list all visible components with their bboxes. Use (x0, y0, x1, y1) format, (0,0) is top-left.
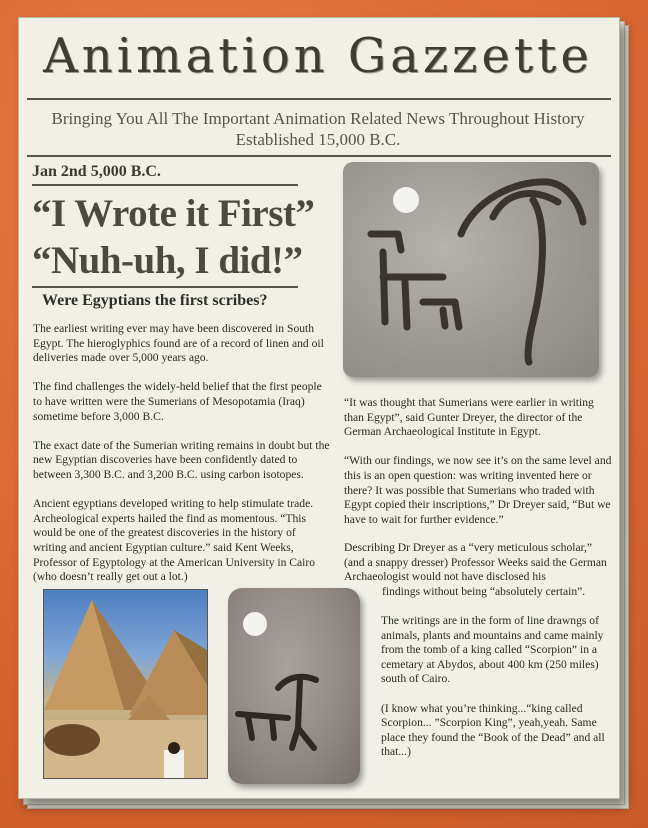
tagline-line-2: Established 15,000 B.C. (235, 130, 401, 149)
paragraph-indent-part: findings without being “absolutely certain”. (382, 584, 586, 598)
paragraph: “With our findings, we now see it’s on the same level and this is an open question: was writing invented here or there? It was possible that Sumerians who traded with Egypt copied their inscriptions,” Dr Dreyer said, “But we have to wait for further evidence.” (344, 454, 612, 526)
article-subhead: Were Egyptians the first scribes? (42, 292, 268, 309)
right-column-upper (344, 396, 614, 542)
left-column (33, 322, 331, 599)
masthead-title: Animation Gazzette (43, 28, 593, 84)
article-date: Jan 2nd 5,000 B.C. (32, 163, 161, 180)
tablet-engraving (228, 588, 360, 784)
paragraph: (I know what you’re thinking...“king called Scorpion... ”Scorpion King”, yeah,yeah. Same place they found the “Book of the Dead” and all that...) (381, 701, 605, 759)
clay-tablet-photo-small (228, 588, 360, 784)
masthead-rule (27, 98, 611, 100)
right-column-lower (381, 614, 614, 775)
paragraph: The earliest writing ever may have been discovered in South Egypt. The hieroglyphics found are of a record of linen and oil deliveries made over 5,000 years ago. (33, 322, 324, 365)
date-rule (32, 184, 298, 186)
paragraph: “It was thought that Sumerians were earlier in writing than Egypt”, said Gunter Dreyer, the director of the German Archaeological Institute in Egypt. (344, 396, 594, 439)
paragraph: The exact date of the Sumerian writing remains in doubt but the new Egyptian discoveries have been confidently dated to between 3,300 B.C. and 3,200 B.C. using carbon isotopes. (33, 438, 330, 481)
headline-rule (32, 286, 298, 288)
headline-line-2: “Nuh-uh, I did!” (32, 239, 303, 282)
tablet-engraving (343, 162, 599, 377)
paragraph: The find challenges the widely-held belief that the first people to have written were the Sumerians of Mesopotamia (Iraq) sometime before 3,000 B.C. (33, 380, 322, 423)
pyramids-photo (43, 589, 208, 779)
paragraph-wide-part: Describing Dr Dreyer as a “very meticulous scholar,” (and a snappy dresser) Professor Weeks said the German Archaeologist would not have disclosed his (344, 541, 607, 584)
headline-line-1: “I Wrote it First” (32, 192, 315, 235)
tagline (18, 108, 618, 150)
paragraph: Ancient egyptians developed writing to help stimulate trade. Archeological experts hailed the find as momentous. “This would be one of the greatest discoveries in the history of writing and ancient Egyptian culture.” said Kent Weeks, Professor of Egyptology at the American University in Cairo (who doesn’t really get out a lot.) (33, 497, 316, 584)
pyramids-illustration (44, 590, 207, 778)
right-column-dreyer (344, 541, 614, 599)
tagline-line-1: Bringing You All The Important Animation Related News Throughout History (51, 109, 585, 128)
clay-tablet-photo-large (343, 162, 599, 377)
tagline-rule (27, 155, 611, 157)
paragraph: The writings are in the form of line drawngs of animals, plants and mountains and came mainly from the tomb of a king called “Scorpion” in a cemetary at Abydos, about 400 km (250 miles) south of Cairo. (381, 614, 604, 686)
